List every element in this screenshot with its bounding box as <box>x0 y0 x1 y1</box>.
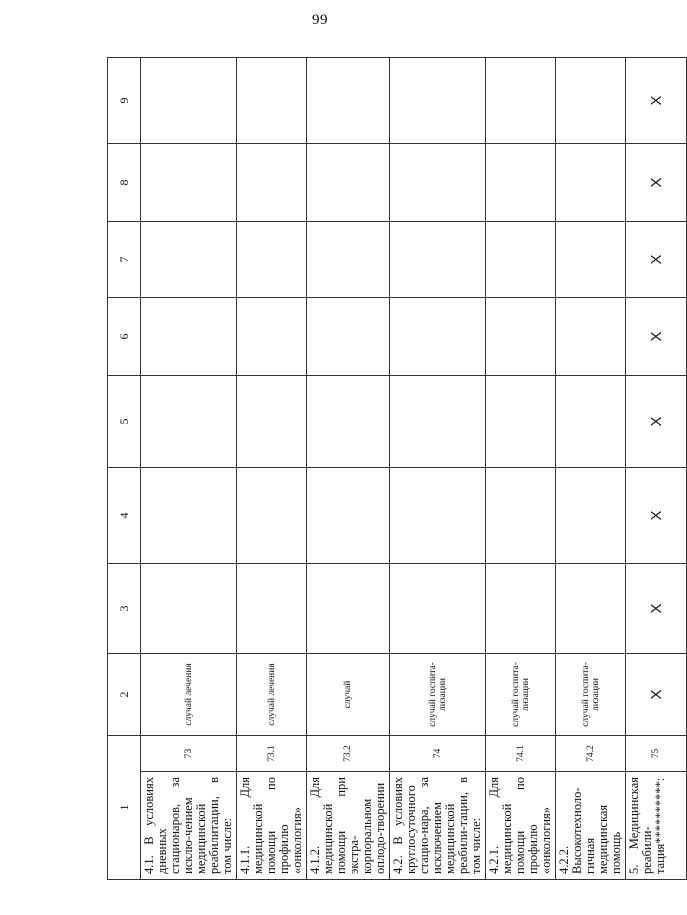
column-header: 4 <box>108 468 141 564</box>
value-cell <box>486 468 556 564</box>
table-row <box>626 58 687 880</box>
value-cell: X <box>626 222 687 298</box>
table-row <box>486 58 556 880</box>
unit-cell: случай лечения <box>141 654 237 736</box>
table-row <box>390 58 486 880</box>
value-cell <box>486 564 556 654</box>
value-cell <box>307 376 390 468</box>
value-cell <box>141 58 237 144</box>
header-row <box>108 58 141 880</box>
value-cell <box>237 468 307 564</box>
row-name: 5. Медицинская реабили-тация**********: <box>626 772 687 880</box>
column-header: 1 <box>108 736 141 880</box>
value-cell <box>390 376 486 468</box>
unit-cell: случай госпита-лизации <box>390 654 486 736</box>
value-cell <box>237 298 307 376</box>
row-number: 74.2 <box>556 736 626 772</box>
value-cell <box>141 376 237 468</box>
row-name: 4.2.1. Для медицинской помощи по профилю «онкология» <box>486 772 556 880</box>
value-cell: X <box>626 144 687 222</box>
row-number: 73 <box>141 736 237 772</box>
value-cell <box>390 144 486 222</box>
value-cell <box>141 144 237 222</box>
value-cell: X <box>626 58 687 144</box>
row-number: 74 <box>390 736 486 772</box>
column-header: 3 <box>108 564 141 654</box>
column-header: 8 <box>108 144 141 222</box>
value-cell <box>486 144 556 222</box>
value-cell <box>390 58 486 144</box>
table-row <box>307 58 390 880</box>
unit-cell: случай <box>307 654 390 736</box>
value-cell: X <box>626 468 687 564</box>
table-row <box>237 58 307 880</box>
column-header: 2 <box>108 654 141 736</box>
value-cell <box>307 58 390 144</box>
value-cell <box>390 468 486 564</box>
value-cell <box>390 298 486 376</box>
value-cell <box>141 298 237 376</box>
value-cell <box>237 376 307 468</box>
unit-cell: случай госпита-лизации <box>556 654 626 736</box>
value-cell <box>556 222 626 298</box>
value-cell <box>486 58 556 144</box>
value-cell <box>556 144 626 222</box>
data-table <box>107 57 687 880</box>
value-cell <box>486 222 556 298</box>
value-cell <box>556 376 626 468</box>
column-header: 6 <box>108 298 141 376</box>
page-number: 99 <box>312 12 328 28</box>
row-number: 73.2 <box>307 736 390 772</box>
table-row <box>141 58 237 880</box>
unit-cell: случай лечения <box>237 654 307 736</box>
value-cell <box>141 222 237 298</box>
value-cell <box>390 222 486 298</box>
value-cell: X <box>626 376 687 468</box>
row-name: 4.1. В условиях дневных стационаров, за исклю-чением медицинской реабилитации, в том числе: <box>141 772 237 880</box>
value-cell <box>556 298 626 376</box>
unit-cell: случай госпита-лизации <box>486 654 556 736</box>
value-cell <box>556 564 626 654</box>
value-cell <box>237 58 307 144</box>
value-cell <box>307 298 390 376</box>
value-cell <box>556 58 626 144</box>
table-row <box>556 58 626 880</box>
row-number: 75 <box>626 736 687 772</box>
value-cell <box>307 468 390 564</box>
column-header: 7 <box>108 222 141 298</box>
value-cell <box>486 298 556 376</box>
value-cell <box>237 144 307 222</box>
row-name: 4.2. В условиях круглосуточного стацио-нара, за исключением медицинской реабили-тации, в том числе: <box>390 772 486 880</box>
value-cell <box>141 468 237 564</box>
value-cell: X <box>626 298 687 376</box>
value-cell <box>237 222 307 298</box>
row-number: 74.1 <box>486 736 556 772</box>
value-cell <box>486 376 556 468</box>
value-cell <box>556 468 626 564</box>
row-name: 4.2.2. Высокотехноло-гичная медицинская помощь <box>556 772 626 880</box>
value-cell <box>307 144 390 222</box>
unit-cell: X <box>626 654 687 736</box>
row-name: 4.1.2. Для медицинской помощи при экстра-корпоральном оплодо-творении <box>307 772 390 880</box>
value-cell: X <box>626 564 687 654</box>
value-cell <box>390 564 486 654</box>
row-number: 73.1 <box>237 736 307 772</box>
row-name: 4.1.1. Для медицинской помощи по профилю «онкология» <box>237 772 307 880</box>
rotated-table-container <box>107 58 667 880</box>
value-cell <box>307 222 390 298</box>
value-cell <box>307 564 390 654</box>
column-header: 9 <box>108 58 141 144</box>
column-header: 5 <box>108 376 141 468</box>
value-cell <box>237 564 307 654</box>
value-cell <box>141 564 237 654</box>
